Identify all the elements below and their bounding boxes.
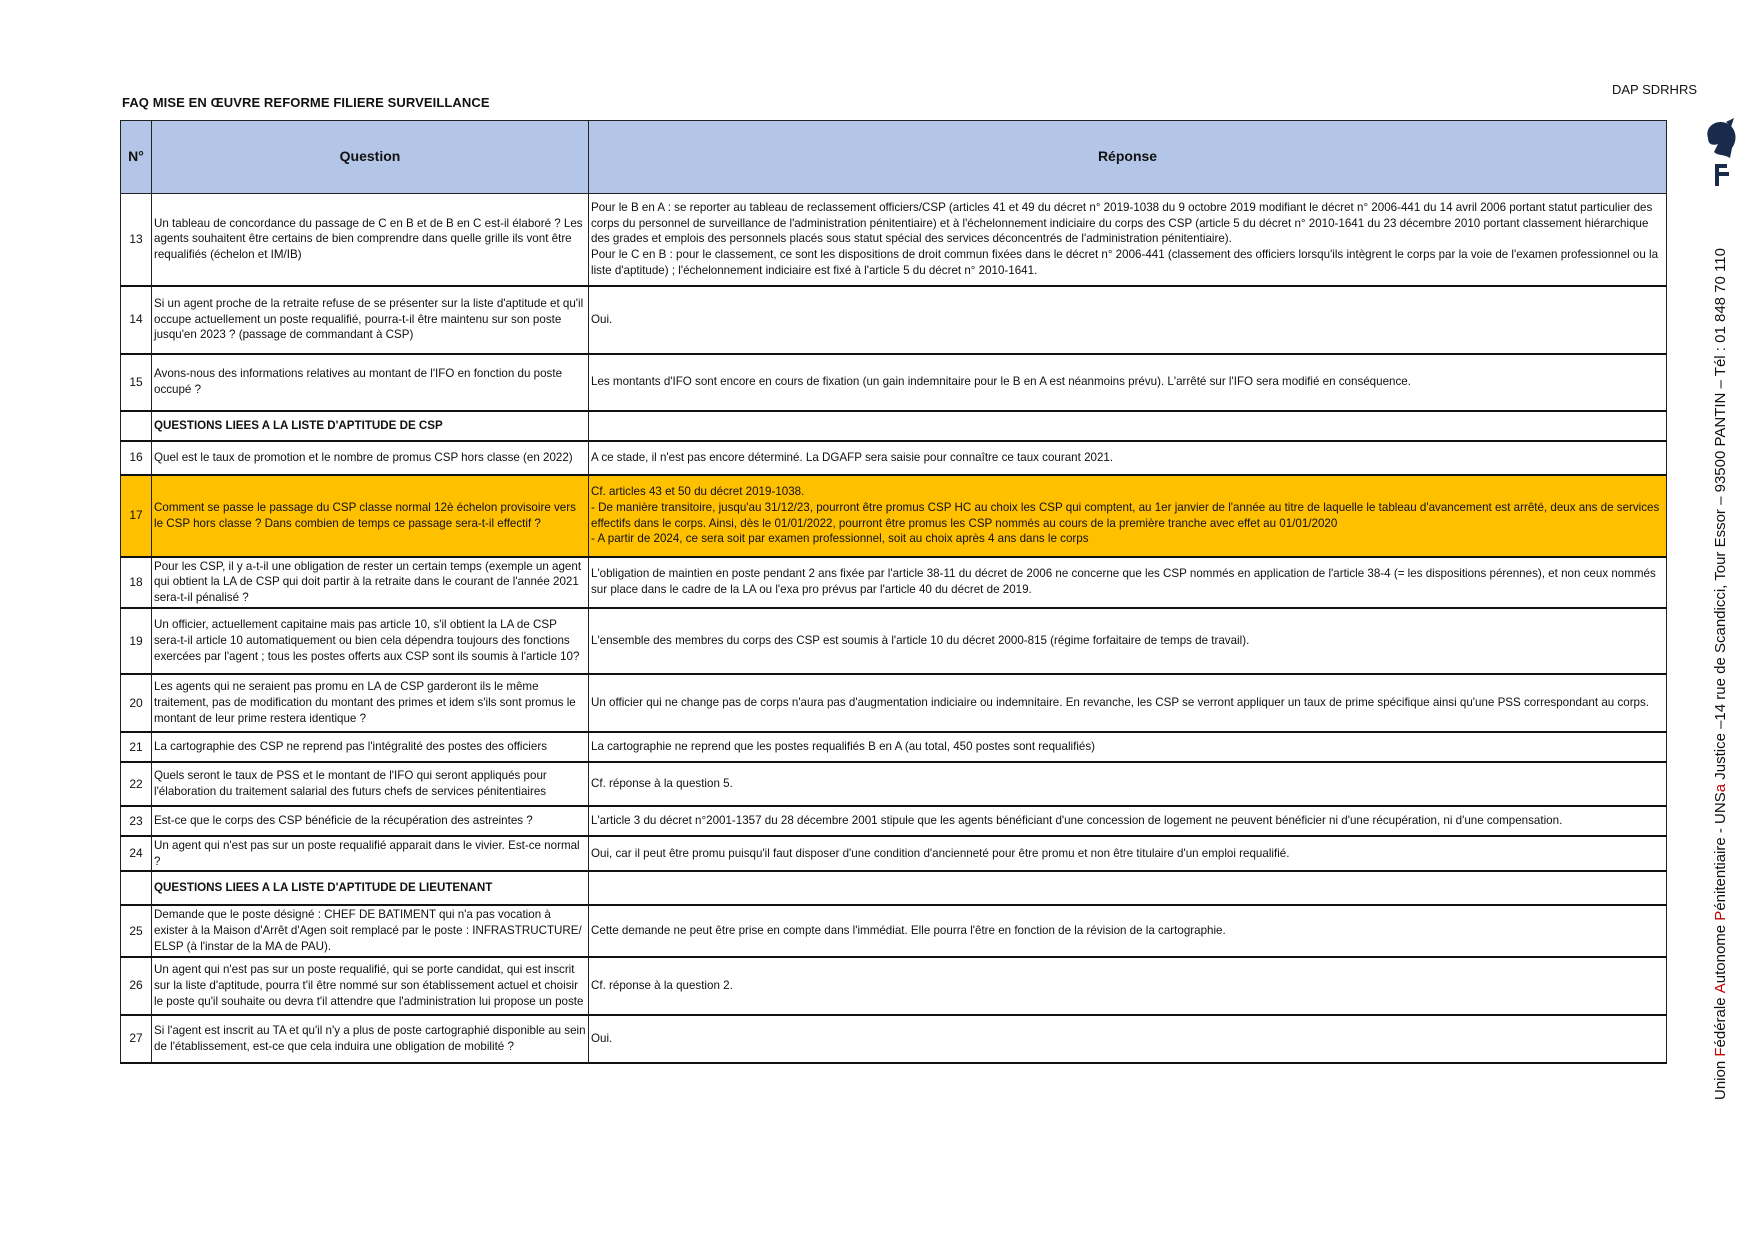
- faq-table: [120, 120, 1667, 1064]
- question-text: Si un agent proche de la retraite refuse de se présenter sur la liste d'aptitude et qu'il occupe actuellement un poste requalifié, pourra-t-il être maintenu sur son poste jusqu'en 2023 ? (passage de commandant à CSP): [152, 286, 589, 354]
- answer-cell: [589, 836, 1667, 872]
- answer-text: Oui.: [591, 1031, 613, 1045]
- section-title: QUESTIONS LIEES A LA LISTE D'APTITUDE DE LIEUTENANT: [152, 871, 589, 905]
- question-text: Avons-nous des informations relatives au montant de l'IFO en fonction du poste occupé ?: [152, 354, 589, 411]
- question-number: 16: [121, 441, 152, 475]
- question-number: 17: [121, 475, 152, 557]
- column-header-answer: Réponse: [589, 121, 1667, 194]
- question-number: 15: [121, 354, 152, 411]
- section-title: QUESTIONS LIEES A LA LISTE D'APTITUDE DE CSP: [152, 411, 589, 441]
- question-number: 23: [121, 806, 152, 836]
- question-number: 24: [121, 836, 152, 872]
- sidebar-text-part: Justice –14 rue de Scandicci, Tour Essor – 93500 PANTIN – Tél : 01 848 70 110: [1712, 248, 1729, 784]
- answer-cell: [589, 557, 1667, 608]
- section-header-row: [121, 871, 1667, 905]
- answer-cell: [589, 806, 1667, 836]
- question-text: Demande que le poste désigné : CHEF DE BATIMENT qui n'a pas vocation à exister à la Maison d'Arrêt d'Agen soit remplacé par le poste : INFRASTRUCTURE/ ELSP (à l'instar de la MA de PAU).: [152, 905, 589, 956]
- question-text: Si l'agent est inscrit au TA et qu'il n'y a plus de poste cartographié disponible au sein de l'établissement, est-ce que cela induira une obligation de mobilité ?: [152, 1015, 589, 1063]
- question-number: 27: [121, 1015, 152, 1063]
- question-text: Est-ce que le corps des CSP bénéficie de la récupération des astreintes ?: [152, 806, 589, 836]
- question-number: [121, 411, 152, 441]
- answer-cell: [589, 194, 1667, 286]
- faq-row: [121, 762, 1667, 806]
- faq-row: [121, 608, 1667, 674]
- question-text: Quel est le taux de promotion et le nombre de promus CSP hors classe (en 2022): [152, 441, 589, 475]
- column-header-question: Question: [152, 121, 589, 194]
- faq-row: [121, 557, 1667, 608]
- question-text: Quels seront le taux de PSS et le montant de l'IFO qui seront appliqués pour l'élaboration du traitement salarial des futurs chefs de services pénitentiaires: [152, 762, 589, 806]
- answer-cell: [589, 608, 1667, 674]
- question-text: Pour les CSP, il y a-t-il une obligation de rester un certain temps (exemple un agent qui obtient la LA de CSP qui doit partir à la retraite dans le courant de l'année 2021 sera-t-il pénalisé ?: [152, 557, 589, 608]
- sidebar-address: [1712, 240, 1729, 1100]
- answer-text: Cf. réponse à la question 2.: [591, 978, 733, 992]
- faq-table-body: [121, 194, 1667, 1063]
- question-text: Un officier, actuellement capitaine mais pas article 10, s'il obtient la LA de CSP sera-t-il article 10 automatiquement ou bien cela dépendra toujours des fonctions exercées par l'agent ; tous les postes offerts aux CSP sont ils soumis à l'article 10?: [152, 608, 589, 674]
- answer-cell: [589, 905, 1667, 956]
- sidebar-text-accent: P: [1712, 910, 1729, 921]
- answer-text: L'article 3 du décret n°2001-1357 du 28 décembre 2001 stipule que les agents bénéficiant d'une concession de logement ne peuvent bénéficier ni d'une récupération, ni d'une compensation.: [591, 813, 1563, 827]
- answer-text: Les montants d'IFO sont encore en cours de fixation (un gain indemnitaire pour le B en A est néanmoins prévu). L'arrêté sur l'IFO sera modifié en conséquence.: [591, 375, 1411, 389]
- answer-text: Un officier qui ne change pas de corps n'aura pas d'augmentation indiciaire ou indemnitaire. En revanche, les CSP se verront appliquer un taux de prime spécifique ainsi qu'une PSS correspondant au corps.: [591, 695, 1650, 709]
- answer-text: L'ensemble des membres du corps des CSP est soumis à l'article 10 du décret 2000-815 (régime forfaitaire de temps de travail).: [591, 633, 1250, 647]
- sidebar-text-part: Union: [1712, 1056, 1729, 1100]
- question-number: 25: [121, 905, 152, 956]
- faq-row: [121, 354, 1667, 411]
- answer-text: Cf. articles 43 et 50 du décret 2019-1038.: [591, 484, 805, 498]
- answer-cell: [589, 354, 1667, 411]
- question-number: 22: [121, 762, 152, 806]
- answer-cell: [589, 286, 1667, 354]
- answer-cell: [589, 762, 1667, 806]
- faq-row: [121, 194, 1667, 286]
- table-header-row: [121, 121, 1667, 194]
- answer-cell: [589, 1015, 1667, 1063]
- question-number: [121, 871, 152, 905]
- answer-cell: [589, 441, 1667, 475]
- question-number: 21: [121, 732, 152, 762]
- faq-row: [121, 475, 1667, 557]
- unsa-justice-logo-icon: [1700, 118, 1740, 186]
- sidebar-text-accent: F: [1712, 1047, 1729, 1057]
- answer-text: Oui, car il peut être promu puisqu'il faut disposer d'une condition d'ancienneté pour être promu et non être titulaire d'un emploi requalifié.: [591, 846, 1290, 860]
- answer-text: La cartographie ne reprend que les postes requalifiés B en A (au total, 450 postes sont requalifiés): [591, 739, 1096, 753]
- question-number: 14: [121, 286, 152, 354]
- question-text: Les agents qui ne seraient pas promu en LA de CSP garderont ils le même traitement, pas de modification du montant des primes et idem s'ils sont promus le montant de leur prime restera identique ?: [152, 674, 589, 732]
- question-text: Un agent qui n'est pas sur un poste requalifié, qui se porte candidat, qui est inscrit sur la liste d'aptitude, pourra t'il être nommé sur son établissement actuel et choisir le poste qu'il souhaite ou devra t'il attendre que l'administration lui propose un poste: [152, 957, 589, 1015]
- answer-text: Oui.: [591, 312, 613, 326]
- answer-text: - De manière transitoire, jusqu'au 31/12/23, pourront être promus CSP HC au choix les CSP qui comptent, au 1er janvier de l'année au titre de laquelle le tableau d'avancement est arrêté, deux ans de services effectifs dans le corps. Ainsi, dès le 01/01/2022, pourront être promus les CSP nommés au cours de la première tranche avec effet au 01/01/2020: [591, 500, 1660, 530]
- faq-row: [121, 286, 1667, 354]
- sidebar-text-accent: a: [1712, 783, 1729, 793]
- question-text: Comment se passe le passage du CSP classe normal 12è échelon provisoire vers le CSP hors classe ? Dans combien de temps ce passage sera-t-il effectif ?: [152, 475, 589, 557]
- answer-text: A ce stade, il n'est pas encore déterminé. La DGAFP sera saisie pour connaître ce taux courant 2021.: [591, 450, 1114, 464]
- sidebar-text-part: utonome: [1712, 920, 1729, 984]
- faq-row: [121, 732, 1667, 762]
- answer-cell: [589, 732, 1667, 762]
- answer-cell: [589, 475, 1667, 557]
- faq-row: [121, 1015, 1667, 1063]
- answer-text: Cette demande ne peut être prise en compte dans l'immédiat. Elle pourra l'être en fonction de la révision de la cartographie.: [591, 924, 1226, 938]
- section-header-row: [121, 411, 1667, 441]
- column-header-number: N°: [121, 121, 152, 194]
- faq-row: [121, 441, 1667, 475]
- answer-text: Pour le B en A : se reporter au tableau de reclassement officiers/CSP (articles 41 et 49 du décret n° 2019-1038 du 9 octobre 2019 modifiant le décret n° 2006-441 du 14 avril 2006 portant statut particulier des corps du personnel de surveillance de l'administration pénitentiaire) et à l'échelonnement indiciaire du corps des CSP (article 5 du décret n° 2010-1641 du 23 décembre 2010 portant classement hiérarchique des grades et emplois des personnels placés sous statut spécial des services déconcentrés de l'administration pénitentiaire).: [591, 200, 1653, 246]
- question-number: 26: [121, 957, 152, 1015]
- answer-text: Cf. réponse à la question 5.: [591, 776, 733, 790]
- faq-row: [121, 836, 1667, 872]
- answer-text: L'obligation de maintien en poste pendant 2 ans fixée par l'article 38-11 du décret de 2006 ne concerne que les CSP nommés en application de l'article 38-4 (= les dispositions pérennes), et non ceux nommés sur place dans le cadre de la LA ou l'exa pro prévus par l'article 40 du décret de 2019.: [591, 567, 1656, 597]
- question-number: 20: [121, 674, 152, 732]
- faq-row: [121, 674, 1667, 732]
- question-text: Un agent qui n'est pas sur un poste requalifié apparait dans le vivier. Est-ce normal ?: [152, 836, 589, 872]
- answer-text: - A partir de 2024, ce sera soit par examen professionnel, soit au choix après 4 ans dans le corps: [591, 532, 1089, 546]
- sidebar-text-accent: A: [1712, 983, 1729, 994]
- answer-cell: [589, 674, 1667, 732]
- answer-cell: [589, 957, 1667, 1015]
- page-title: FAQ MISE EN ŒUVRE REFORME FILIERE SURVEILLANCE: [122, 95, 490, 110]
- answer-cell: [589, 411, 1667, 441]
- question-number: 13: [121, 194, 152, 286]
- question-text: Un tableau de concordance du passage de C en B et de B en C est-il élaboré ? Les agents souhaitent être certains de bien comprendre dans quelle grille ils vont être requalifiés (échelon et IM/IB): [152, 194, 589, 286]
- faq-row: [121, 957, 1667, 1015]
- question-number: 19: [121, 608, 152, 674]
- answer-cell: [589, 871, 1667, 905]
- sidebar-text-part: édérale: [1712, 993, 1729, 1048]
- answer-text: Pour le C en B : pour le classement, ce sont les dispositions de droit commun fixées dans le décret n° 2006-441 (classement des officiers lorsqu'ils intègrent le corps par la voie de l'examen professionnel ou la liste d'aptitude) ; l'échelonnement indiciaire est fixé à l'article 5 du décret n° 2010-1641.: [591, 248, 1659, 277]
- faq-row: [121, 806, 1667, 836]
- question-text: La cartographie des CSP ne reprend pas l'intégralité des postes des officiers: [152, 732, 589, 762]
- question-number: 18: [121, 557, 152, 608]
- sidebar-text-part: énitentiaire - UNS: [1712, 792, 1729, 911]
- faq-row: [121, 905, 1667, 956]
- organization-label: DAP SDRHRS: [1612, 82, 1698, 97]
